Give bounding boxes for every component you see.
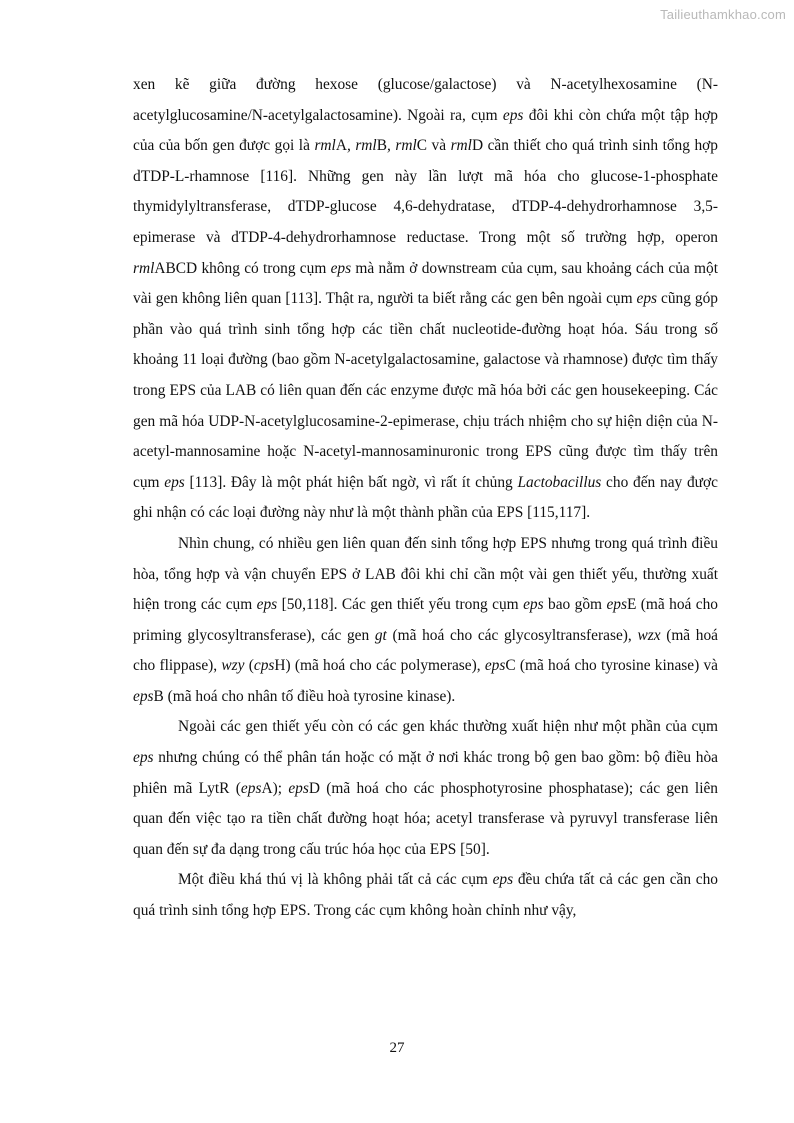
italic-term: eps (330, 259, 352, 277)
text-segment: [50,118]. Các gen thiết yếu trong cụm (277, 596, 524, 614)
text-segment: (mã hoá cho flippase), (133, 626, 718, 675)
text-segment: A); (261, 779, 289, 797)
italic-term: eps (523, 596, 544, 614)
text-segment: ABCD không có trong cụm (154, 259, 331, 277)
italic-term: eps (164, 473, 185, 491)
italic-term: eps (606, 596, 627, 614)
italic-term: , rml (346, 137, 377, 155)
paragraph-3 (133, 712, 718, 865)
italic-term: eps (502, 106, 524, 124)
italic-term: wzy (221, 657, 245, 675)
italic-term: eps (256, 596, 278, 614)
text-segment: A (335, 137, 347, 155)
italic-term: wzx (637, 626, 661, 644)
text-segment: B (mã hoá cho nhân tố điều hoà tyrosine kinase). (153, 687, 456, 705)
italic-term: eps (240, 779, 262, 797)
italic-term: eps (484, 657, 506, 675)
document-body (133, 70, 718, 927)
text-segment: C và (416, 137, 451, 155)
text-segment: cho đến nay được ghi nhận có các loại đường này như là một thành phần của EPS [115,117]. (133, 473, 718, 522)
italic-term: Lactobacillus (517, 473, 602, 491)
text-segment: E (mã hoá cho priming glycosyltransferase), các gen (133, 596, 718, 644)
italic-term: , rml (386, 137, 417, 155)
italic-term: rml (133, 259, 155, 277)
text-segment: bao gồm (543, 596, 607, 614)
text-segment: nhưng chúng có thể phân tán hoặc có mặt ở nơi khác trong bộ gen bao gồm: bộ điều hòa phiên mã LytR ( (133, 749, 718, 797)
text-segment: H) (mã hoá cho các polymerase), (274, 657, 485, 675)
text-segment: Nhìn chung, có nhiều gen liên quan đến sinh tổng hợp EPS nhưng trong quá trình điều hòa, tổng hợp và vận chuyển EPS ở LAB đôi khi chỉ cần một vài gen thiết yếu, thường xuất hiện trong các cụm (133, 534, 718, 614)
text-segment: đôi khi còn chứa một tập hợp của của bốn gen được gọi là (133, 106, 719, 155)
text-segment: Ngoài các gen thiết yếu còn có các gen khác thường xuất hiện như một phần của cụm (178, 718, 718, 736)
text-segment: B (376, 137, 387, 155)
paragraph-2 (133, 529, 718, 713)
text-segment: D (mã hoá cho các phosphotyrosine phosphatase); các gen liên quan đến việc tạo ra tiền chất đường hoạt hóa; acetyl transferase và pyruvyl transferase liên quan đến sự đa dạng trong cấu trúc hóa học của EPS [50]. (133, 779, 718, 858)
italic-term: eps (133, 687, 154, 705)
page-number: 27 (389, 1040, 405, 1056)
italic-term: rml (450, 137, 472, 155)
italic-term: gt (374, 626, 387, 644)
italic-term: eps (492, 871, 514, 889)
text-segment: cũng góp phần vào quá trình sinh tổng hợp các tiền chất nucleotide-đường hoạt hóa. Sáu trong số khoảng 11 loại đường (bao gồm N-acetylgalactosamine, galactose và rhamnose) được tìm thấy trong EPS của LAB có liên quan đến các enzyme được mã hóa bởi các gen housekeeping. Các gen mã hóa UDP-N-acetylglucosamine-2-epimerase, chịu trách nhiệm cho sự hiện diện của N-acetyl-mannosamine hoặc N-acetyl-mannosaminuronic trong EPS cũng được tìm thấy trên cụm (133, 290, 718, 491)
text-segment: [113]. Đây là một phát hiện bất ngờ, vì rất ít chủng (184, 473, 518, 491)
italic-term: cps (253, 657, 275, 675)
text-segment: mà nằm ở downstream của cụm, sau khoảng cách của một vài gen không liên quan [113]. Thật ra, người ta biết rằng các gen bên ngoài cụm (133, 259, 718, 308)
italic-term: eps (133, 749, 154, 767)
italic-term: eps (288, 779, 309, 797)
text-segment: ( (244, 657, 254, 675)
text-segment: C (mã hoá cho tyrosine kinase) và (505, 657, 718, 675)
paragraph-4 (133, 865, 718, 926)
text-segment: xen kẽ giữa đường hexose (glucose/galactose) và N-acetylhexosamine (N-acetylglucosamine/N-acetylgalactosamine). Ngoài ra, cụm (133, 76, 718, 124)
text-segment: D cần thiết cho quá trình sinh tổng hợp dTDP-L-rhamnose [116]. Những gen này lần lượt mã hóa cho glucose-1-phosphate thymidylyltransferase, dTDP-glucose 4,6-dehydratase, dTDP-4-dehydrorhamnose 3,5-epimerase và dTDP-4-dehydrorhamnose reductase. Trong một số trường hợp, operon (133, 137, 718, 246)
text-segment: đều chứa tất cả các gen cần cho quá trình sinh tổng hợp EPS. Trong các cụm không hoàn chỉnh như vậy, (133, 871, 718, 920)
italic-term: rml (314, 137, 336, 155)
italic-term: eps (636, 290, 658, 308)
watermark-text: Tailieuthamkhao.com (660, 7, 786, 22)
text-segment: (mã hoá cho các glycosyltransferase), (386, 626, 638, 644)
text-segment: Một điều khá thú vị là không phải tất cả các cụm (178, 871, 493, 889)
paragraph-1 (133, 70, 718, 529)
